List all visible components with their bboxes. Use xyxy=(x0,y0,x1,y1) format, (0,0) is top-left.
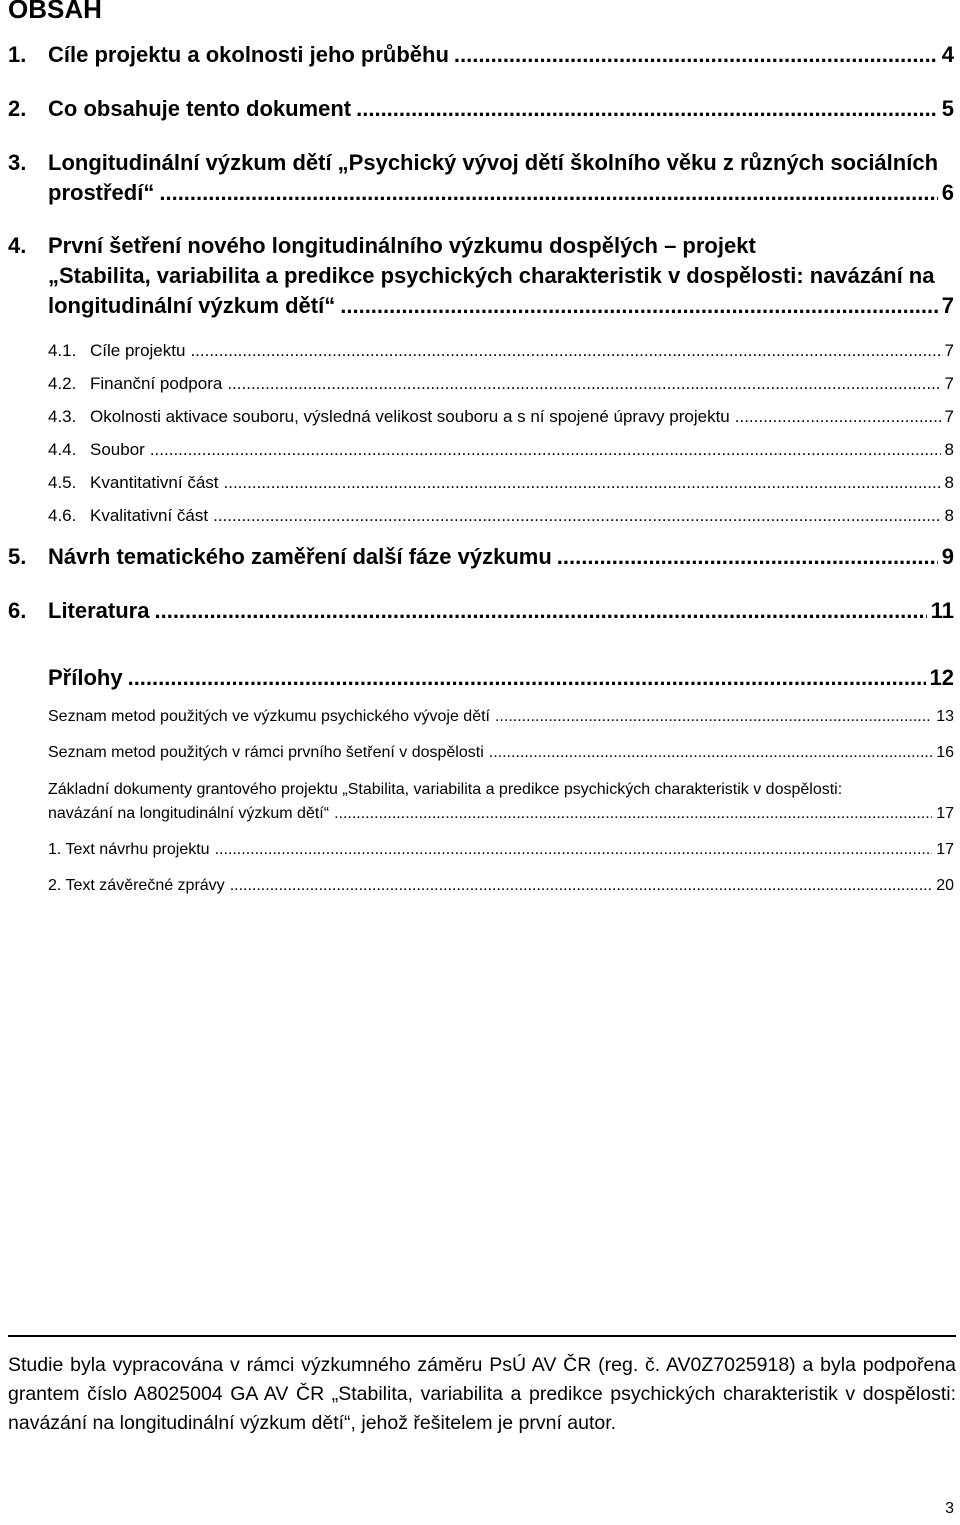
toc-number: 5. xyxy=(8,544,27,569)
toc-entry-1[interactable] xyxy=(8,42,954,68)
toc-text: Kvantitativní část xyxy=(90,473,222,492)
toc-text: Základní dokumenty grantového projektu „Stabilita, variabilita a predikce psychických charakteristik v dospělosti: xyxy=(48,781,843,798)
appendix-item-2[interactable] xyxy=(48,744,954,762)
toc-page: 7 xyxy=(941,293,954,318)
toc-page: 8 xyxy=(944,506,954,525)
toc-text: Přílohy xyxy=(48,665,126,690)
toc-entry-5[interactable] xyxy=(8,544,954,570)
appendix-item-1[interactable] xyxy=(48,708,954,726)
toc-text: Co obsahuje tento dokument xyxy=(48,96,354,121)
toc-text: Seznam metod použitých ve výzkumu psychického vývoje dětí xyxy=(48,708,493,725)
toc-text: Kvalitativní část xyxy=(90,506,211,525)
footnote-text: Studie byla vypracována v rámci výzkumného záměru PsÚ AV ČR (reg. č. AV0Z7025918) a byla podpořena grantem číslo A8025004 GA AV ČR „Stabilita, variabilita a predikce psychických charakteristik v dospělosti: navázání na longitudinální výzkum dětí“, jehož řešitelem je první autor. xyxy=(8,1354,956,1434)
toc-text: Cíle projektu xyxy=(90,341,188,360)
toc-entry-4-2[interactable] xyxy=(48,374,954,394)
toc-page: 12 xyxy=(929,665,954,690)
toc-text: prostředí“ xyxy=(48,180,157,205)
toc-page: 9 xyxy=(941,544,954,569)
toc-entry-4-line1[interactable] xyxy=(8,233,954,259)
footnote-divider xyxy=(8,1335,956,1337)
toc-text: „Stabilita, variabilita a predikce psychických charakteristik v dospělosti: navázání na xyxy=(48,263,935,288)
toc-entry-4-6[interactable] xyxy=(48,506,954,526)
toc-entry-3-line1[interactable] xyxy=(8,150,954,176)
toc-number: 4.1. xyxy=(48,341,77,360)
toc-number: 3. xyxy=(8,150,27,175)
toc-number: 4.4. xyxy=(48,440,77,459)
toc-entry-4-line3[interactable] xyxy=(48,293,954,319)
toc-text: Okolnosti aktivace souboru, výsledná velikost souboru a s ní spojené úpravy projektu xyxy=(90,407,733,426)
toc-text: 1. Text návrhu projektu xyxy=(48,841,213,858)
toc-text: 2. Text závěrečné zprávy xyxy=(48,877,228,894)
toc-number: 4.6. xyxy=(48,506,77,525)
toc-entry-3-line2[interactable] xyxy=(48,180,954,206)
toc-text: Seznam metod použitých v rámci prvního šetření v dospělosti xyxy=(48,744,487,761)
toc-number: 4.5. xyxy=(48,473,77,492)
toc-text: Literatura xyxy=(48,598,152,623)
toc-page: 5 xyxy=(941,96,954,121)
appendix-item-3-line2[interactable] xyxy=(48,805,954,823)
toc-entry-4-1[interactable] xyxy=(48,341,954,361)
toc-text: Návrh tematického zaměření další fáze výzkumu xyxy=(48,544,555,569)
toc-number: 6. xyxy=(8,598,27,623)
toc-number: 4.2. xyxy=(48,374,77,393)
appendix-item-4[interactable] xyxy=(48,841,954,859)
toc-page: 7 xyxy=(944,407,954,426)
toc-number: 4. xyxy=(8,233,27,258)
toc-number: 4.3. xyxy=(48,407,77,426)
toc-page: 17 xyxy=(936,805,954,822)
toc-entry-6[interactable] xyxy=(8,598,954,624)
toc-page: 13 xyxy=(936,708,954,725)
toc-page: 8 xyxy=(944,440,954,459)
appendix-heading[interactable] xyxy=(48,665,954,691)
toc-entry-4-3[interactable] xyxy=(48,407,954,427)
toc-page: 11 xyxy=(930,598,954,623)
toc-text: Cíle projektu a okolnosti jeho průběhu xyxy=(48,42,452,67)
toc-text: navázání na longitudinální výzkum dětí“ xyxy=(48,805,332,822)
toc-page: 7 xyxy=(944,341,954,360)
toc-text: longitudinální výzkum dětí“ xyxy=(48,293,338,318)
toc-number: 2. xyxy=(8,96,27,121)
toc-page: 20 xyxy=(936,877,954,894)
toc-page: 4 xyxy=(941,42,954,67)
page-title: OBSAH xyxy=(8,0,102,24)
toc-page: 7 xyxy=(944,374,954,393)
appendix-item-3-line1[interactable] xyxy=(48,781,954,799)
toc-entry-4-line2[interactable] xyxy=(48,263,954,289)
toc-page: 6 xyxy=(941,180,954,205)
toc-page: 16 xyxy=(936,744,954,761)
toc-number: 1. xyxy=(8,42,27,67)
toc-text: Finanční podpora xyxy=(90,374,225,393)
toc-page: 8 xyxy=(944,473,954,492)
page-number: 3 xyxy=(945,1500,954,1517)
toc-text: Soubor xyxy=(90,440,148,459)
toc-entry-2[interactable] xyxy=(8,96,954,122)
toc-text: První šetření nového longitudinálního výzkumu dospělých – projekt xyxy=(48,233,756,258)
appendix-item-5[interactable] xyxy=(48,877,954,895)
toc-entry-4-4[interactable] xyxy=(48,440,954,460)
toc-text: Longitudinální výzkum dětí „Psychický vývoj dětí školního věku z různých sociálních xyxy=(48,150,939,175)
toc-page: 17 xyxy=(936,841,954,858)
toc-entry-4-5[interactable] xyxy=(48,473,954,493)
